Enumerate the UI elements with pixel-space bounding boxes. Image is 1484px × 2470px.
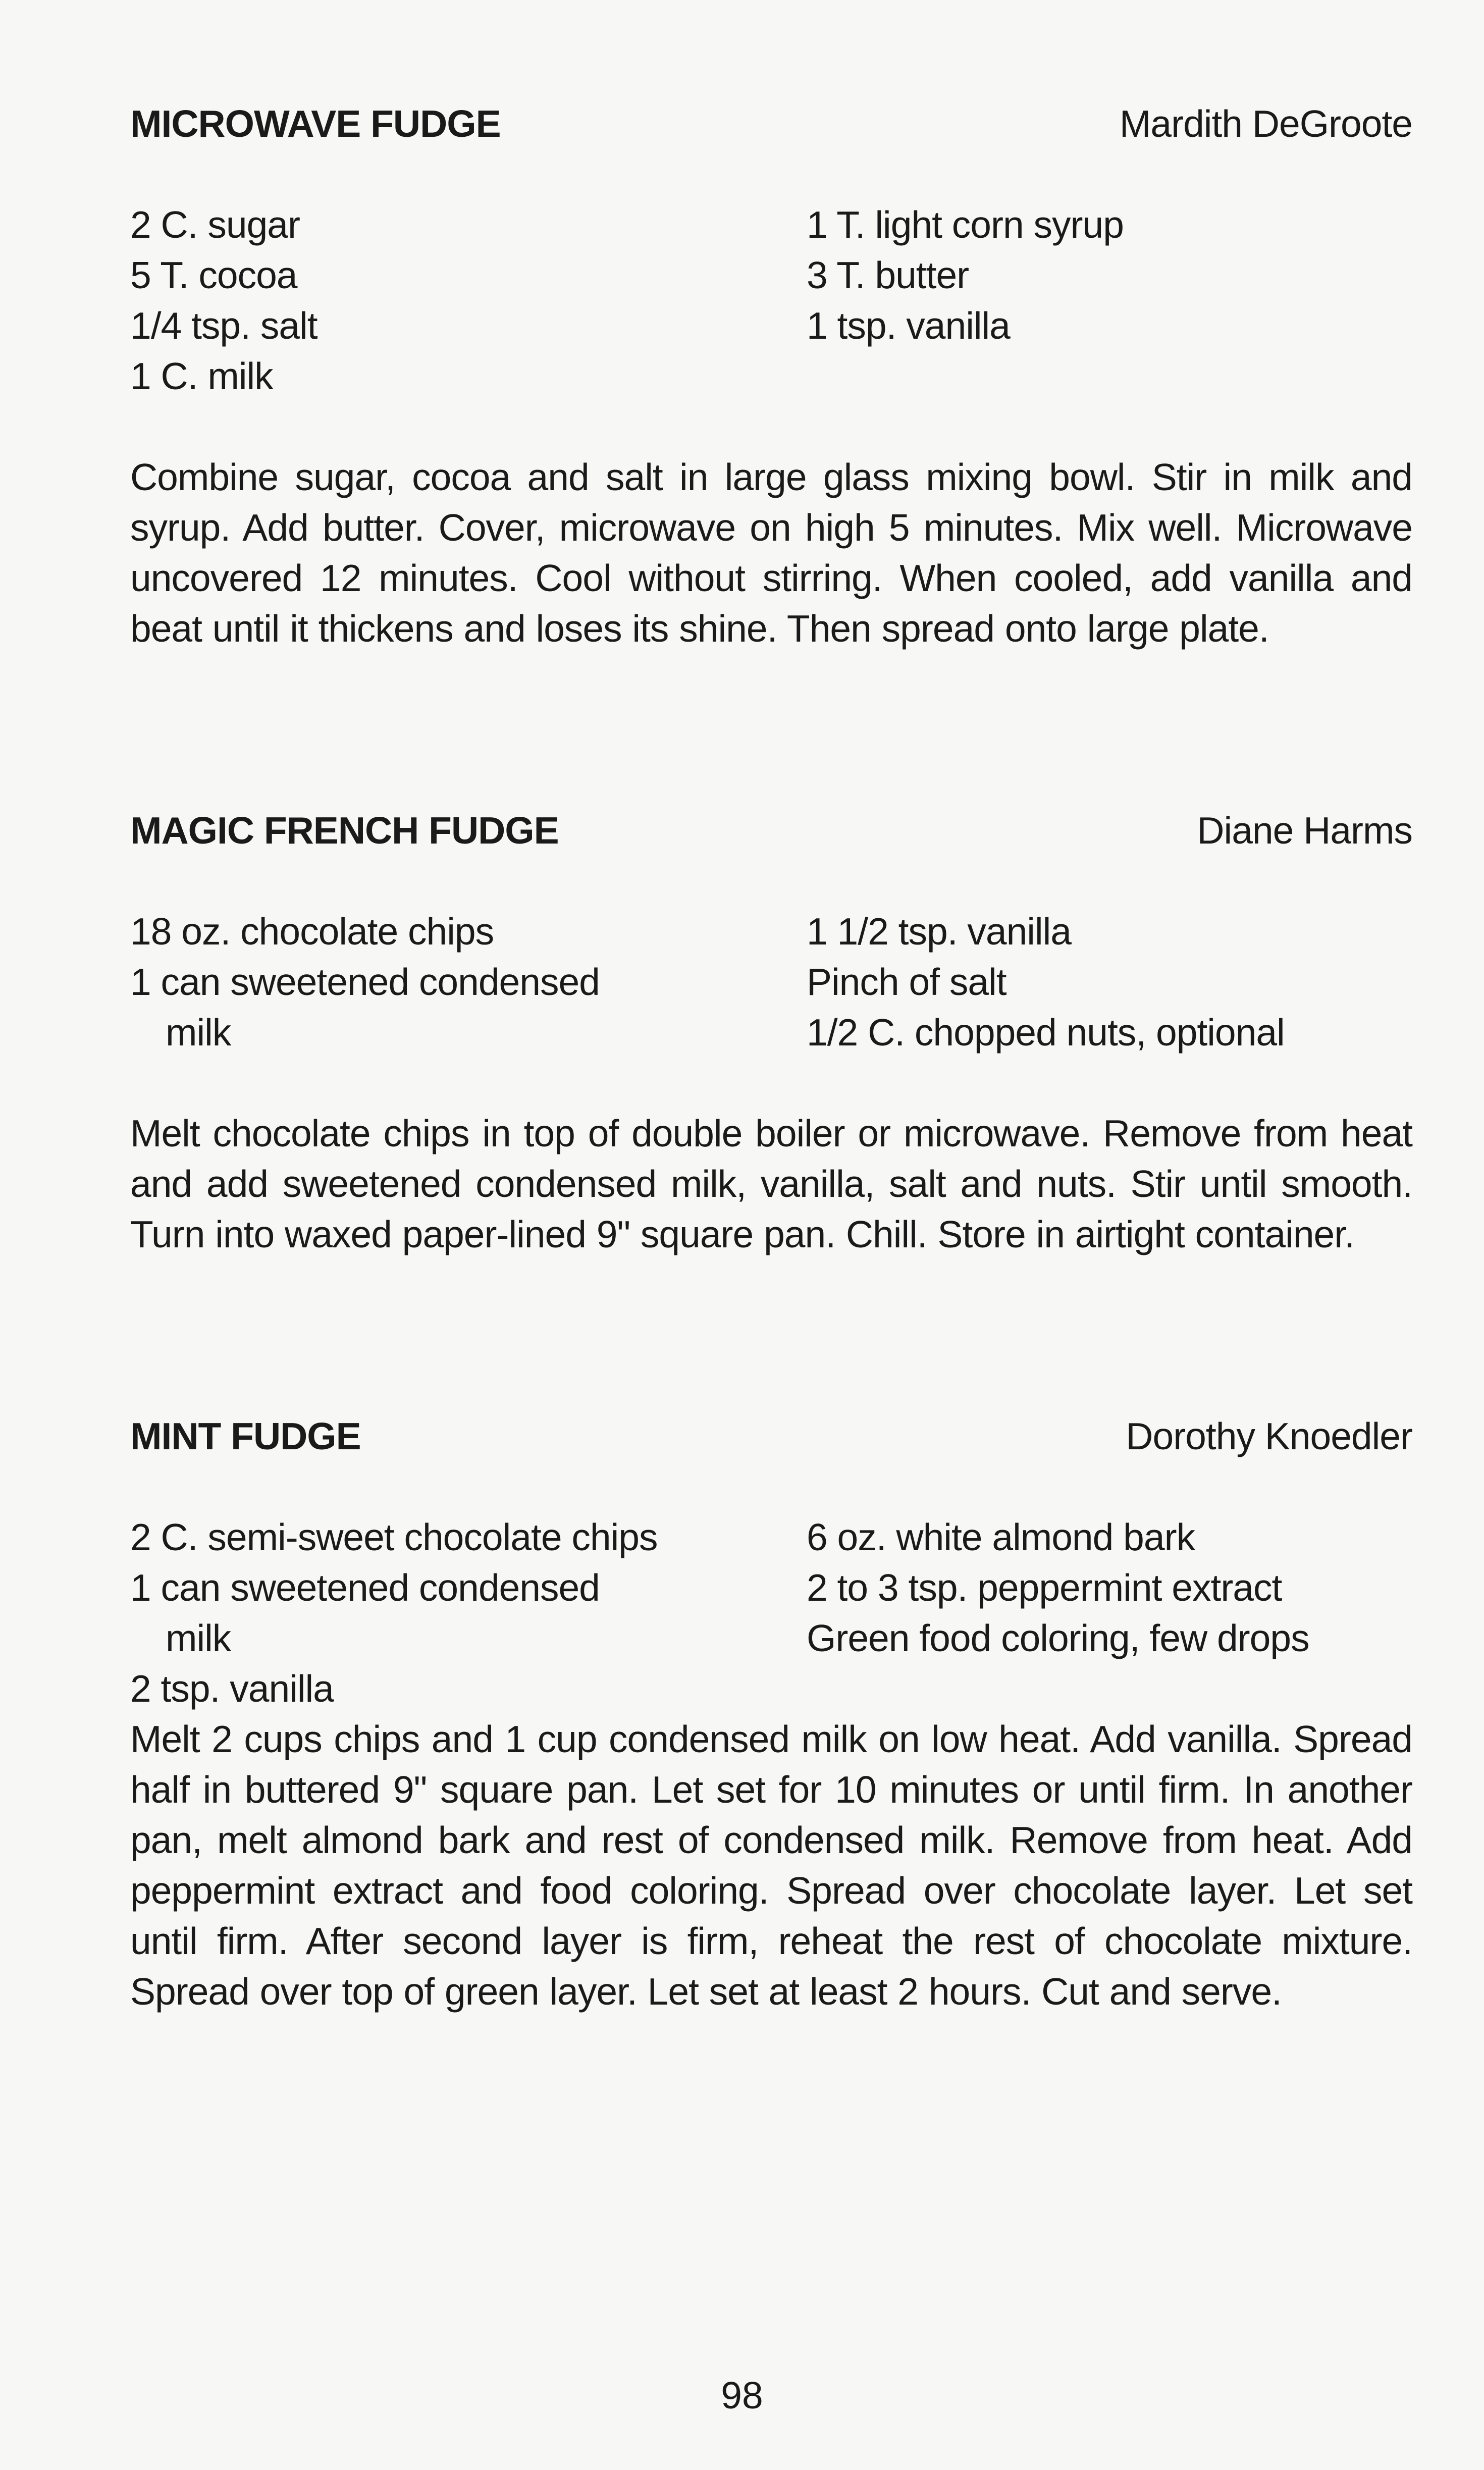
recipe-author: Mardith DeGroote xyxy=(1119,102,1412,145)
ingredient: Green food coloring, few drops xyxy=(807,1617,1309,1659)
recipe-directions: Melt 2 cups chips and 1 cup condensed milk on low heat. Add vanilla. Spread half in buttered 9" square pan. Let set for 10 minutes or until firm. In another pan, melt almond bark and rest of condensed milk. Remove from heat. Add peppermint extract and food coloring. Spread over chocolate layer. Let set until firm. After second layer is firm, reheat the rest of chocolate mixture. Spread over top of green layer. Let set at least 2 hours. Cut and serve. xyxy=(130,1718,1412,2013)
ingredient: 2 C. semi-sweet chocolate chips xyxy=(130,1516,658,1558)
ingredient-column-left xyxy=(130,1512,797,1714)
ingredient: 1 can sweetened condensed xyxy=(130,1566,600,1609)
recipe-author: Diane Harms xyxy=(1197,809,1412,852)
ingredient: 6 oz. white almond bark xyxy=(807,1516,1195,1558)
ingredient: 2 to 3 tsp. peppermint extract xyxy=(807,1566,1282,1609)
ingredient-column-left xyxy=(130,199,797,401)
ingredient: 1 can sweetened condensed xyxy=(130,961,600,1003)
recipe-microwave-fudge xyxy=(130,98,1412,650)
ingredient: 1 T. light corn syrup xyxy=(807,203,1124,246)
ingredient: 1/4 tsp. salt xyxy=(130,304,317,347)
recipe-header xyxy=(130,805,1412,856)
recipe-title: MICROWAVE FUDGE xyxy=(130,102,501,145)
recipe-header xyxy=(130,98,1412,149)
ingredient-column-right xyxy=(807,199,1412,351)
ingredient-continuation: milk xyxy=(166,1617,231,1659)
ingredient: 1/2 C. chopped nuts, optional xyxy=(807,1011,1285,1054)
ingredient-continuation: milk xyxy=(166,1011,231,1054)
ingredient: 18 oz. chocolate chips xyxy=(130,910,494,953)
recipe-mint-fudge xyxy=(130,1411,1412,2013)
ingredient: Pinch of salt xyxy=(807,961,1006,1003)
ingredient: 3 T. butter xyxy=(807,254,969,296)
recipe-author: Dorothy Knoedler xyxy=(1126,1415,1412,1457)
ingredient: 5 T. cocoa xyxy=(130,254,297,296)
recipe-title: MAGIC FRENCH FUDGE xyxy=(130,809,559,852)
ingredient-column-right xyxy=(807,1512,1412,1663)
ingredient: 1 tsp. vanilla xyxy=(807,304,1010,347)
ingredient-column-left xyxy=(130,906,797,1058)
page-number: 98 xyxy=(721,2374,763,2416)
recipe-magic-french-fudge xyxy=(130,805,1412,1255)
ingredient: 2 tsp. vanilla xyxy=(130,1667,334,1710)
recipe-directions: Combine sugar, cocoa and salt in large glass mixing bowl. Stir in milk and syrup. Add butter. Cover, microwave on high 5 minutes. Mix well. Microwave uncovered 12 minutes. Cool without stirring. When cooled, add vanilla and beat until it thickens and loses its shine. Then spread onto large plate. xyxy=(130,456,1412,650)
recipe-title: MINT FUDGE xyxy=(130,1415,361,1457)
recipe-header xyxy=(130,1411,1412,1461)
recipe-directions: Melt chocolate chips in top of double boiler or microwave. Remove from heat and add sweetened condensed milk, vanilla, salt and nuts. Stir until smooth. Turn into waxed paper-lined 9" square pan. Chill. Store in airtight container. xyxy=(130,1112,1412,1255)
ingredient: 1 1/2 tsp. vanilla xyxy=(807,910,1071,953)
ingredient-column-right xyxy=(807,906,1412,1058)
ingredient: 2 C. sugar xyxy=(130,203,300,246)
ingredient: 1 C. milk xyxy=(130,355,273,397)
